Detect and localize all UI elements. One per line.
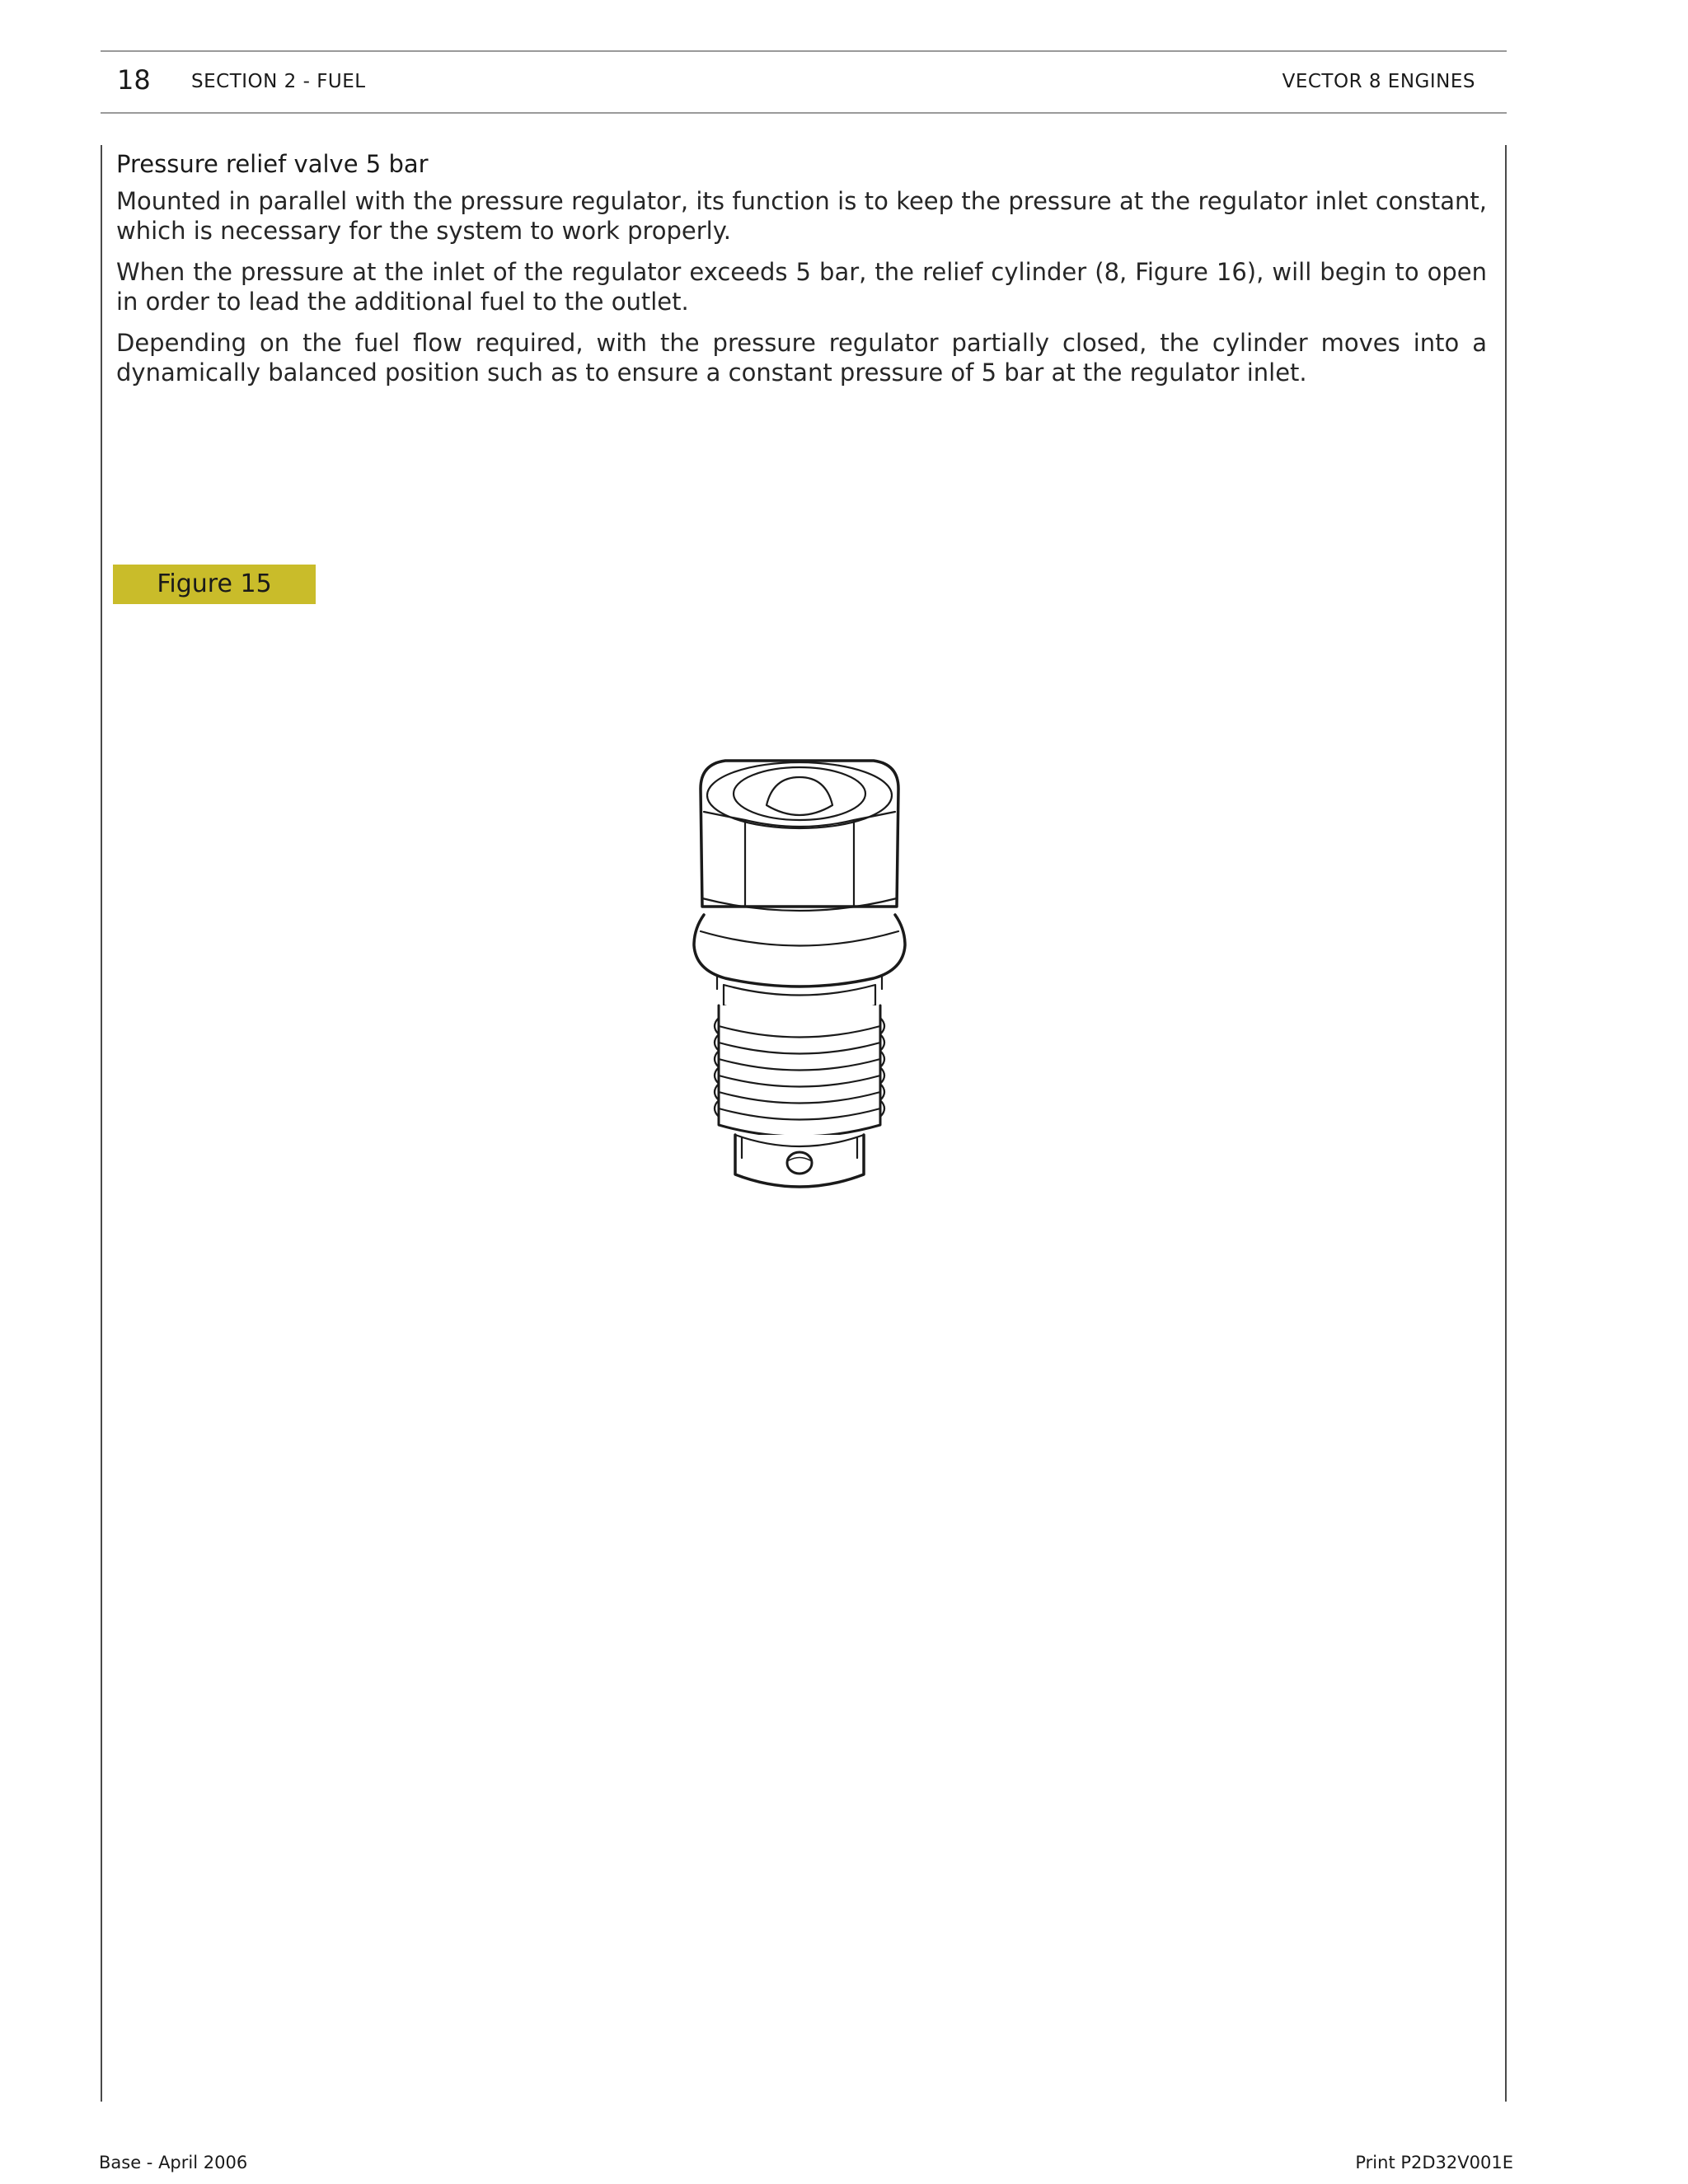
- header-bottom-rule: [101, 112, 1507, 114]
- page-number: 18: [117, 64, 151, 96]
- section-title: SECTION 2 - FUEL: [191, 71, 366, 92]
- left-margin-line: [101, 145, 102, 2102]
- paragraph: When the pressure at the inlet of the regulator exceeds 5 bar, the relief cylinder (8, Figure 16), will begin to open in order to lead the additional fuel to the outlet.: [116, 258, 1487, 316]
- figure-label: Figure 15: [113, 565, 316, 604]
- footer-print-code: Print P2D32V001E: [1355, 2153, 1513, 2172]
- paragraph: Mounted in parallel with the pressure regulator, its function is to keep the pressure at the regulator inlet constant, which is necessary for the system to work properly.: [116, 187, 1487, 245]
- manual-title: VECTOR 8 ENGINES: [1282, 71, 1475, 92]
- right-margin-line: [1505, 145, 1507, 2102]
- header-top-rule: [101, 50, 1507, 52]
- footer-edition: Base - April 2006: [99, 2153, 248, 2172]
- relief-valve-illustration: [692, 754, 907, 1191]
- paragraph: Depending on the fuel flow required, with the pressure regulator partially closed, the cylinder moves into a dynamically balanced position such as to ensure a constant pressure of 5 bar at the regulator inlet.: [116, 329, 1487, 387]
- main-content: [116, 148, 1487, 399]
- section-heading: Pressure relief valve 5 bar: [116, 150, 429, 178]
